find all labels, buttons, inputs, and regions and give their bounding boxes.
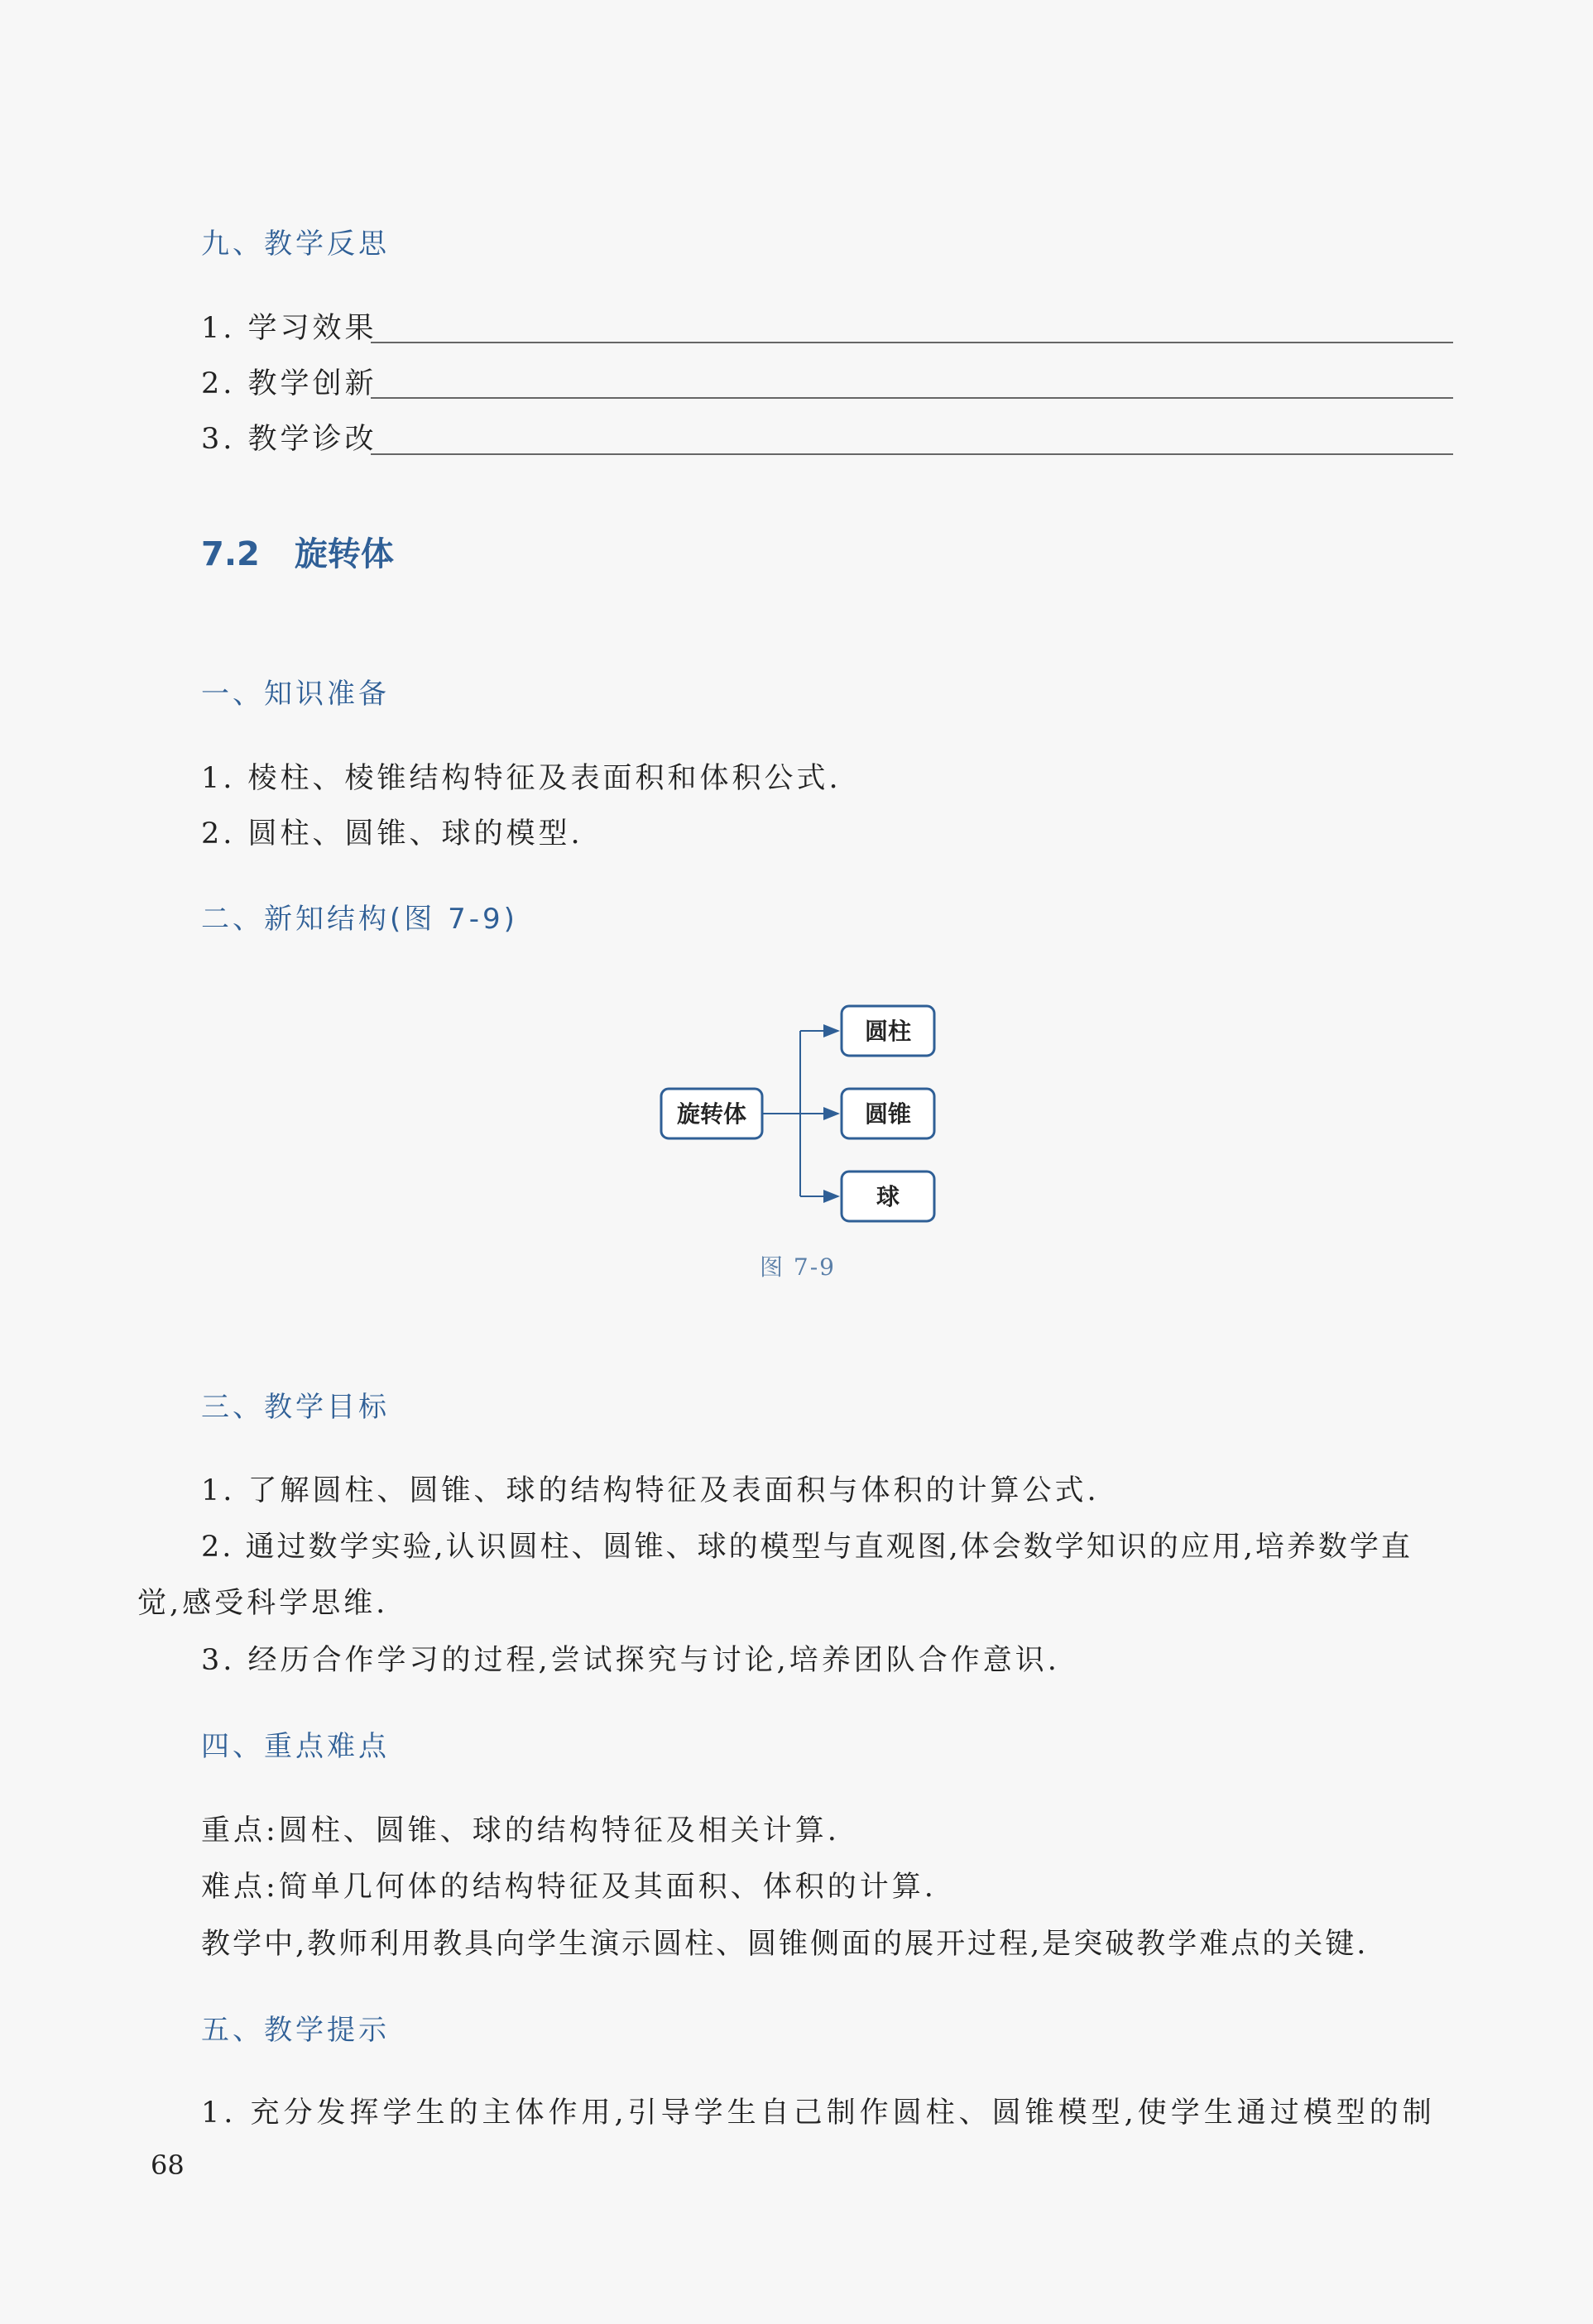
objectives-line-2: 2. 通过数学实验,认识圆柱、圆锥、球的模型与直观图,体会数学知识的应用,培养数学直 [201, 1531, 1413, 1564]
key-point-line: 重点:圆柱、圆锥、球的结构特征及相关计算. [201, 1814, 840, 1847]
node-cone-label: 圆锥 [864, 1100, 912, 1128]
section-name: 旋转体 [294, 535, 394, 573]
teaching-note-line: 教学中,教师利用教具向学生演示圆柱、圆锥侧面的展开过程,是突破教学难点的关键. [201, 1928, 1369, 1961]
tips-heading: 五、教学提示 [201, 2014, 390, 2047]
reflection-item-innovation: 2. 教学创新 [201, 367, 377, 400]
objectives-line-2-cont: 觉,感受科学思维. [137, 1587, 389, 1620]
objectives-heading: 三、教学目标 [201, 1391, 390, 1424]
key-points-heading: 四、重点难点 [201, 1730, 390, 1763]
difficulty-line: 难点:简单几何体的结构特征及其面积、体积的计算. [201, 1871, 937, 1904]
knowledge-prep-item-1: 1. 棱柱、棱锥结构特征及表面积和体积公式. [201, 762, 842, 795]
objectives-line-1: 1. 了解圆柱、圆锥、球的结构特征及表面积与体积的计算公式. [201, 1474, 1100, 1507]
node-root-label: 旋转体 [676, 1100, 747, 1128]
objectives-line-3: 3. 经历合作学习的过程,尝试探究与讨论,培养团队合作意识. [201, 1644, 1060, 1677]
reflection-item-diagnosis: 3. 教学诊改 [201, 423, 377, 456]
node-cylinder-label: 圆柱 [864, 1018, 912, 1045]
page-number: 68 [151, 2149, 185, 2181]
knowledge-prep-item-2: 2. 圆柱、圆锥、球的模型. [201, 817, 583, 851]
knowledge-prep-heading: 一、知识准备 [201, 678, 390, 711]
figure-caption: 图 7-9 [760, 1253, 836, 1281]
tips-line-1: 1. 充分发挥学生的主体作用,引导学生自己制作圆柱、圆锥模型,使学生通过模型的制 [201, 2096, 1436, 2130]
reflection-item-effect: 1. 学习效果 [201, 312, 377, 345]
section-number: 7.2 [201, 535, 260, 573]
node-sphere-label: 球 [876, 1183, 900, 1210]
reflection-heading: 九、教学反思 [201, 228, 390, 261]
new-structure-heading: 二、新知结构(图 7-9) [201, 903, 518, 936]
